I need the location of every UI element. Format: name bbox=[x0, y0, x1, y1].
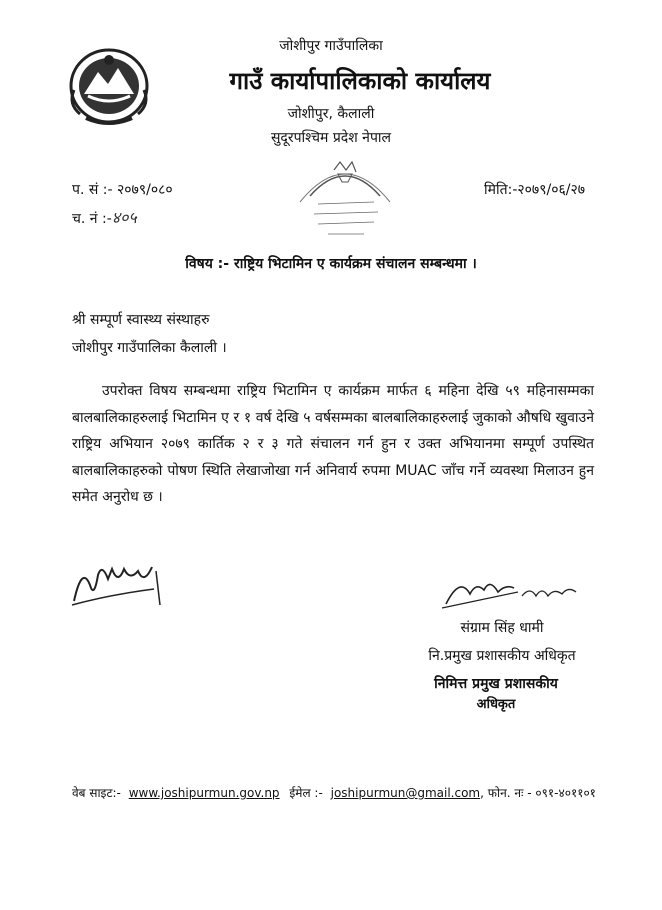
website-link[interactable]: www.joshipurmun.gov.np bbox=[128, 786, 280, 800]
dispatch-number-label: च. नं :- bbox=[72, 211, 112, 227]
dispatch-number bbox=[72, 206, 137, 228]
municipality-name: जोशीपुर गाउँपालिका bbox=[279, 38, 383, 54]
province-name: सुदूरपश्चिम प्रदेश नेपाल bbox=[270, 130, 392, 146]
signature-left-icon bbox=[68, 555, 168, 615]
office-address: जोशीपुर, कैलाली bbox=[287, 106, 375, 122]
letter-date: मिति:-२०७९/०६/२७ bbox=[484, 182, 586, 198]
phone-number: , फोन. नः - ०९१-४०११०१ bbox=[480, 786, 596, 800]
website-label: वेब साइट:- bbox=[72, 786, 121, 800]
letter-body: उपरोक्त विषय सम्बन्धमा राष्ट्रिय भिटामिन ए कार्यक्रम मार्फत ६ महिना देखि ५९ महिनासम्मका बालबालिकाहरुलाई भिटामिन ए र १ वर्ष देखि ५ वर्षसम्मका बालबालिकाहरुलाई जुकाको औषधि खुवाउने राष्ट्रिय अभियान २०७९ कार्तिक २ र ३ गते संचालन गर्न हुन र उक्त अभियानमा सम्पूर्ण उपस्थित बालबालिकाहरुको पोषण स्थिति लेखाजोखा गर्न अनिवार्य रुपमा MUAC जाँच गर्ने व्यवस्था मिलाउन हुन समेत अनुरोध छ । bbox=[72, 383, 594, 505]
recipient-line-2: जोशीपुर गाउँपालिका कैलाली । bbox=[72, 340, 227, 356]
designation-stamp-line-2: अधिकृत bbox=[476, 697, 516, 712]
letter-subject: विषय :- राष्ट्रिय भिटामिन ए कार्यक्रम संचालन सम्बन्धमा । bbox=[185, 256, 477, 272]
signature-right-icon bbox=[440, 572, 580, 612]
dispatch-number-value: ४०५ bbox=[111, 208, 137, 227]
letter-footer bbox=[72, 784, 632, 801]
signer-designation: नि.प्रमुख प्रशासकीय अधिकृत bbox=[428, 648, 576, 664]
recipient-line-1: श्री सम्पूर्ण स्वास्थ्य संस्थाहरु bbox=[72, 312, 210, 328]
reference-number: प. सं :- २०७९/०८० bbox=[72, 182, 173, 198]
designation-stamp-line-1: निमित्त प्रमुख प्रशासकीय bbox=[434, 676, 558, 692]
email-link[interactable]: joshipurmun@gmail.com bbox=[330, 786, 481, 800]
office-title: गाउँ कार्यापालिकाको कार्यालय bbox=[229, 67, 491, 95]
email-label: ईमेल :- bbox=[289, 786, 323, 800]
office-stamp-icon bbox=[290, 156, 400, 250]
signer-name: संग्राम सिंह धामी bbox=[460, 620, 544, 636]
